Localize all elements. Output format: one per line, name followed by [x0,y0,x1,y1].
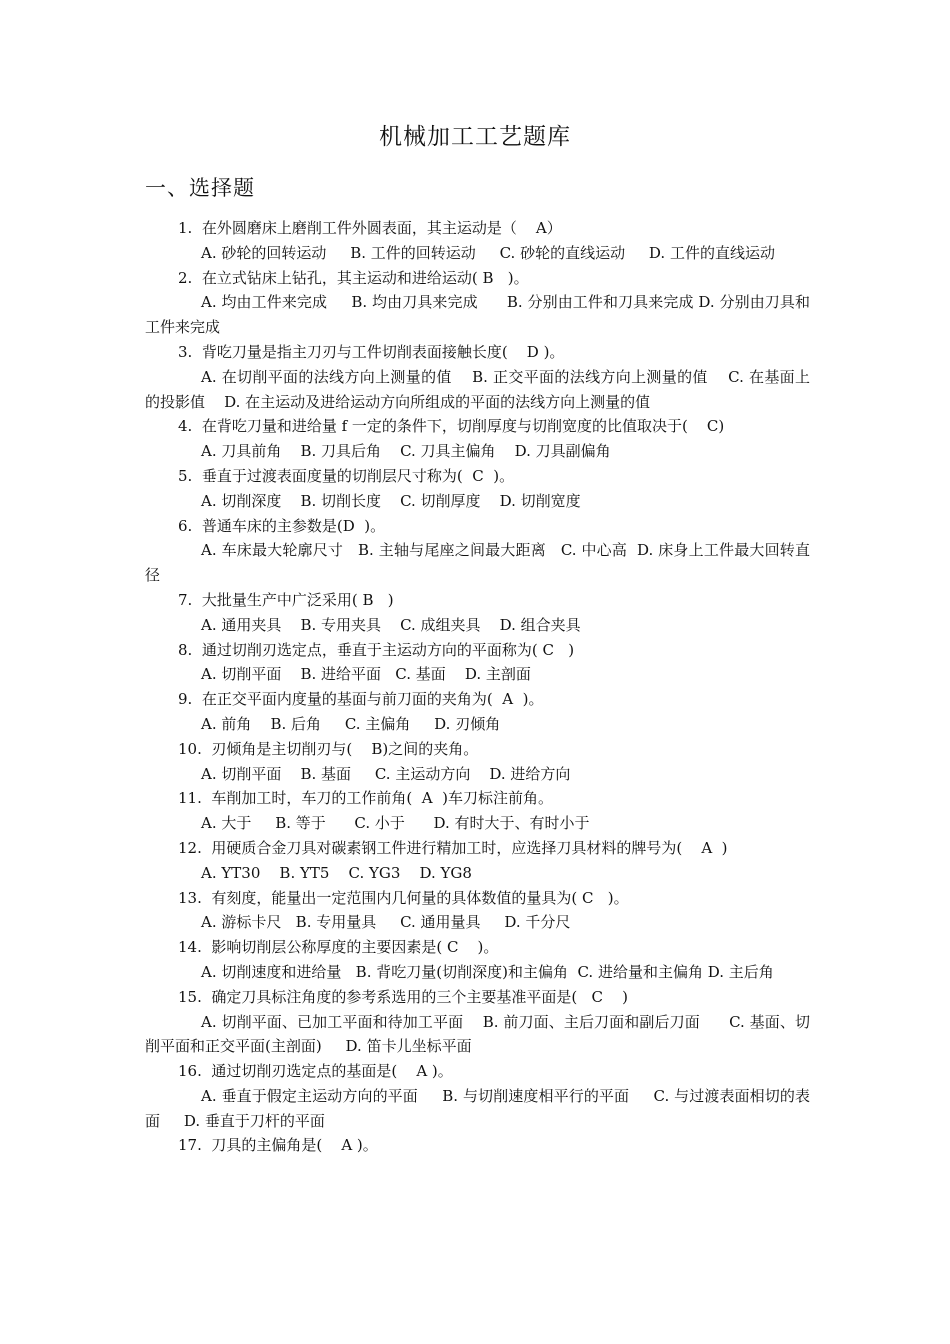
question-list [145,216,810,1158]
question-stem: 11. 车削加工时，车刀的工作前角( A )车刀标注前角。 [178,789,554,808]
question-stem: 14. 影响切削层公称厚度的主要因素是( C )。 [178,938,499,957]
question-stem: 6. 普通车床的主参数是(D )。 [178,516,386,535]
question-stem: 13. 有刻度，能量出一定范围内几何量的具体数值的量具为( C )。 [178,888,629,907]
question-stem: 16. 通过切削刃选定点的基面是( A )。 [178,1062,453,1081]
question-options: A. 通用夹具 B. 专用夹具 C. 成组夹具 D. 组合夹具 [201,615,581,634]
question-options: A. 切削平面、已加工平面和待加工平面 B. 前刀面、主后刀面和副后刀面 C. 基面、切削平面和正交平面(主剖面) D. 笛卡儿坐标平面 [145,1012,810,1056]
section-heading: 一、选择题 [145,176,255,200]
question-options: A. 垂直于假定主运动方向的平面 B. 与切削速度相平行的平面 C. 与过渡表面相切的表面 D. 垂直于刀杆的平面 [145,1086,810,1130]
question-options: A. 切削平面 B. 基面 C. 主运动方向 D. 进给方向 [201,764,571,783]
question-options: A. 大于 B. 等于 C. 小于 D. 有时大于、有时小于 [201,814,590,833]
question-options: A. YT30 B. YT5 C. YG3 D. YG8 [201,863,472,882]
question-stem: 17. 刀具的主偏角是( A )。 [178,1136,378,1155]
question-stem: 4. 在背吃刀量和进给量 f 一定的条件下，切削厚度与切削宽度的比值取决于( C) [178,417,725,436]
question-stem: 12. 用硬质合金刀具对碳素钢工件进行精加工时，应选择刀具材料的牌号为( A ) [178,838,728,857]
question-stem: 2. 在立式钻床上钻孔，其主运动和进给运动( B )。 [178,268,529,287]
question-options: A. 切削深度 B. 切削长度 C. 切削厚度 D. 切削宽度 [201,491,581,510]
question-stem: 15. 确定刀具标注角度的参考系选用的三个主要基准平面是( C ) [178,987,628,1006]
question-options: A. 砂轮的回转运动 B. 工件的回转运动 C. 砂轮的直线运动 D. 工件的直线运动 [201,243,775,262]
question-options: A. 均由工件来完成 B. 均由刀具来完成 B. 分别由工件和刀具来完成 D. 分别由刀具和工件来完成 [145,293,810,337]
question-options: A. 在切削平面的法线方向上测量的值 B. 正交平面的法线方向上测量的值 C. 在基面上的投影值 D. 在主运动及进给运动方向所组成的平面的法线方向上测量的值 [145,367,810,411]
document-title: 机械加工工艺题库 [379,124,571,150]
question-stem: 8. 通过切削刃选定点，垂直于主运动方向的平面称为( C ) [178,640,575,659]
question-options: A. 切削平面 B. 进给平面 C. 基面 D. 主剖面 [201,665,531,684]
question-stem: 7. 大批量生产中广泛采用( B ) [178,590,394,609]
question-stem: 5. 垂直于过渡表面度量的切削层尺寸称为( C )。 [178,466,515,485]
question-options: A. 切削速度和进给量 B. 背吃刀量(切削深度)和主偏角 C. 进给量和主偏角 D. 主后角 [201,962,774,981]
question-stem: 10. 刃倾角是主切削刃与( B)之间的夹角。 [178,739,479,758]
question-stem: 3. 背吃刀量是指主刀刃与工件切削表面接触长度( D )。 [178,342,565,361]
question-options: A. 刀具前角 B. 刀具后角 C. 刀具主偏角 D. 刀具副偏角 [201,442,611,461]
question-options: A. 游标卡尺 B. 专用量具 C. 通用量具 D. 千分尺 [201,913,571,932]
question-stem: 1. 在外圆磨床上磨削工件外圆表面，其主运动是（ A） [178,219,562,237]
question-stem: 9. 在正交平面内度量的基面与前刀面的夹角为( A )。 [178,690,544,709]
question-options: A. 车床最大轮廓尺寸 B. 主轴与尾座之间最大距离 C. 中心高 D. 床身上工件最大回转直径 [145,541,810,585]
question-options: A. 前角 B. 后角 C. 主偏角 D. 刃倾角 [201,714,501,733]
